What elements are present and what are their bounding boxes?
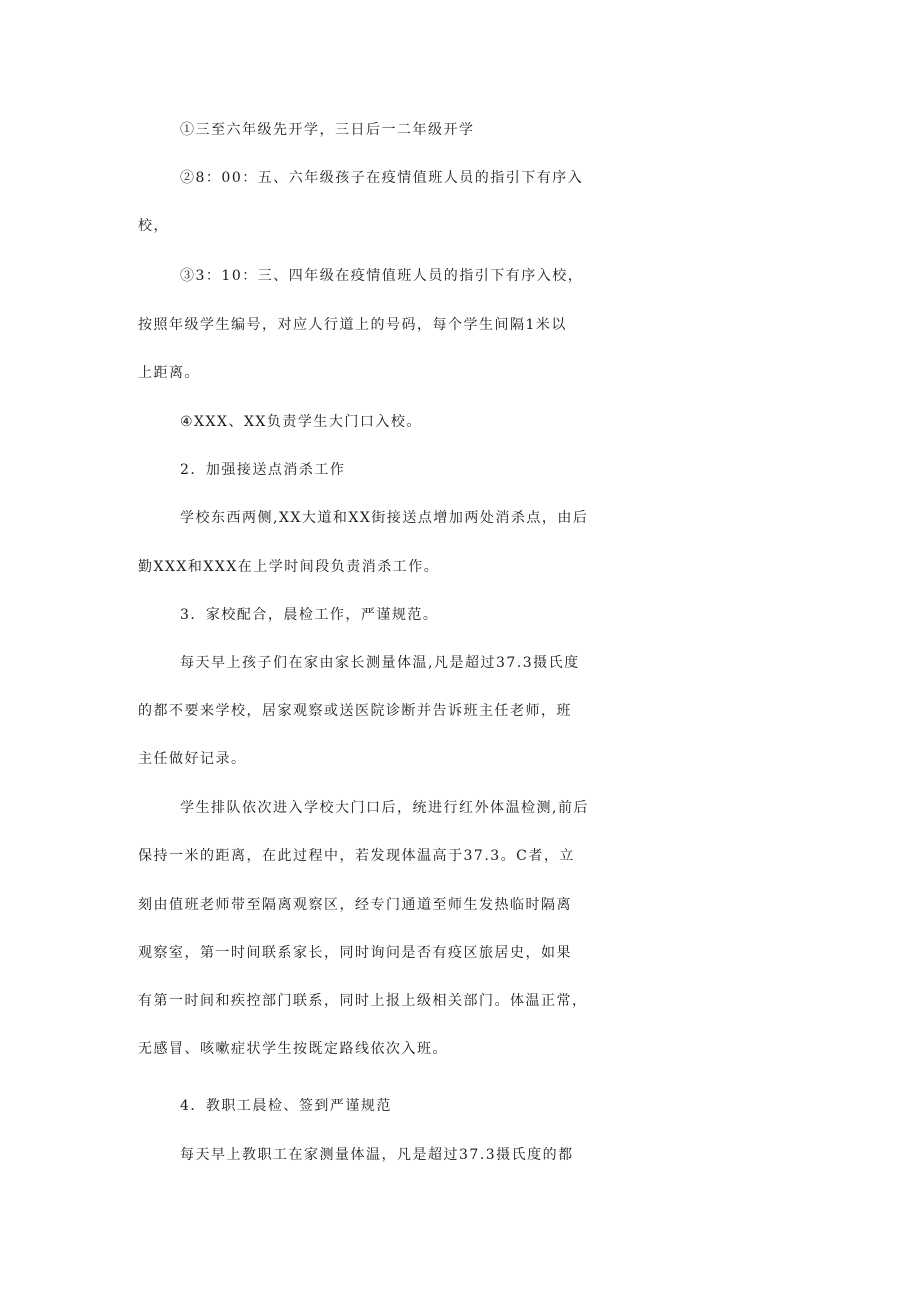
text-line: 主任做好记录。 [138, 751, 247, 767]
text-line: 学校东西两侧,XX大道和XX街接送点增加两处消杀点，由后 [180, 510, 589, 526]
text-line: 有第一时间和疾控部门联系，同时上报上级相关部门。体温正常， [138, 993, 588, 1009]
text-line: 按照年级学生编号，对应人行道上的号码，每个学生间隔1米以 [138, 317, 567, 333]
text-line: 刻由值班老师带至隔离观察区，经专门通道至师生发热临时隔离 [138, 897, 572, 913]
text-line: 保持一米的距离，在此过程中，若发现体温高于37.3。C者，立 [138, 848, 575, 864]
text-line: 每天早上教职工在家测量体温，凡是超过37.3摄氏度的都 [180, 1147, 574, 1163]
text-line: 学生排队依次进入学校大门口后，统进行红外体温检测,前后 [180, 800, 589, 816]
section-heading: 2．加强接送点消杀工作 [180, 462, 346, 478]
text-line: 校， [138, 218, 169, 234]
text-line: ①三至六年级先开学，三日后一二年级开学 [180, 122, 475, 138]
text-line: 观察室，第一时间联系家长，同时询问是否有疫区旅居史，如果 [138, 945, 572, 961]
text-line: 无感冒、咳嗽症状学生按既定路线依次入班。 [138, 1041, 448, 1057]
text-line: ②8：00：五、六年级孩子在疫情值班人员的指引下有序入 [180, 170, 584, 186]
section-heading: 3．家校配合，晨检工作，严谨规范。 [180, 607, 439, 623]
text-line: 的都不要来学校，居家观察或送医院诊断并告诉班主任老师，班 [138, 703, 572, 719]
section-heading: 4．教职工晨检、签到严谨规范 [180, 1098, 392, 1114]
text-line: 每天早上孩子们在家由家长测量体温,凡是超过37.3摄氏度 [180, 655, 580, 671]
text-line: ④XXX、XX负责学生大门口入校。 [180, 414, 422, 430]
text-line: 上距离。 [138, 365, 200, 381]
text-line: ③3：10：三、四年级在疫情值班人员的指引下有序入校， [180, 268, 584, 284]
text-line: 勤XXX和XXX在上学时间段负责消杀工作。 [138, 559, 440, 575]
